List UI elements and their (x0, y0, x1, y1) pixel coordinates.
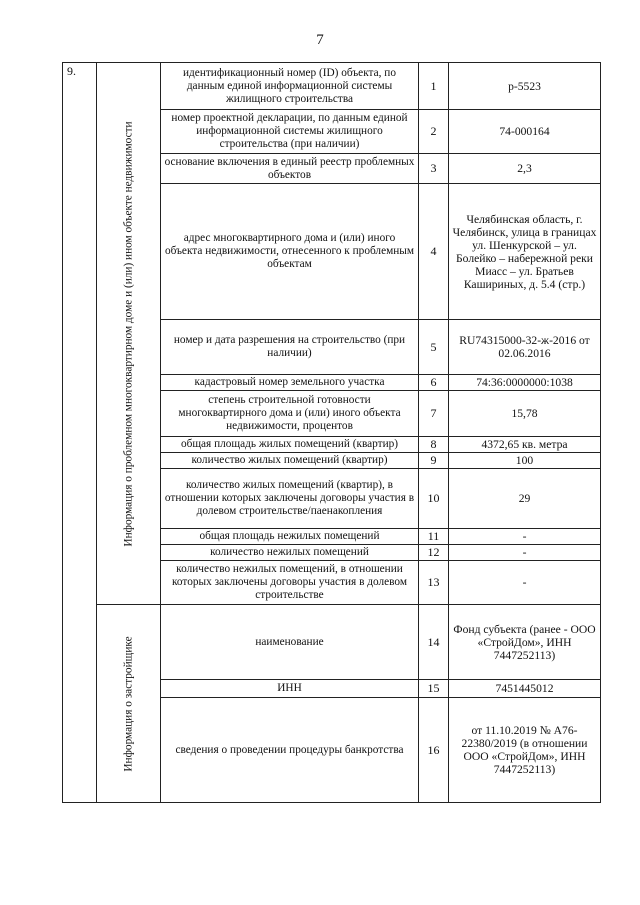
row-value: - (449, 545, 601, 561)
row-index: 5 (419, 320, 449, 375)
row-value: 74-000164 (449, 110, 601, 154)
section-developer-label: Информация о застройщике (122, 635, 134, 772)
row-label: адрес многоквартирного дома и (или) иного объекта недвижимости, отнесенного к проблемным объектам (161, 184, 419, 320)
section-developer-info (97, 605, 161, 803)
row-value: от 11.10.2019 № А76-22380/2019 (в отношении ООО «СтройДом», ИНН 7447252113) (449, 698, 601, 803)
row-index: 15 (419, 680, 449, 698)
row-label: общая площадь жилых помещений (квартир) (161, 437, 419, 453)
row-value: 15,78 (449, 391, 601, 437)
row-index: 2 (419, 110, 449, 154)
row-label: общая площадь нежилых помещений (161, 529, 419, 545)
row-label: наименование (161, 605, 419, 680)
row-index: 1 (419, 63, 449, 110)
section-object-label: Информация о проблемном многоквартирном доме и (или) ином объекте недвижимости (122, 120, 134, 547)
row-number: 9. (63, 63, 97, 803)
row-value: Фонд субъекта (ранее - ООО «СтройДом», ИНН 7447252113) (449, 605, 601, 680)
row-index: 11 (419, 529, 449, 545)
row-index: 3 (419, 154, 449, 184)
row-label: количество жилых помещений (квартир), в отношении которых заключены договоры участия в долевом строительстве/паенакопления (161, 469, 419, 529)
row-value: - (449, 529, 601, 545)
row-label: ИНН (161, 680, 419, 698)
row-label: основание включения в единый реестр проблемных объектов (161, 154, 419, 184)
row-label: номер проектной декларации, по данным единой информационной системы жилищного строительства (при наличии) (161, 110, 419, 154)
row-label: количество нежилых помещений, в отношении которых заключены договоры участия в долевом строительстве (161, 561, 419, 605)
row-value: 100 (449, 453, 601, 469)
row-index: 12 (419, 545, 449, 561)
row-value: 7451445012 (449, 680, 601, 698)
row-index: 7 (419, 391, 449, 437)
row-index: 16 (419, 698, 449, 803)
row-index: 10 (419, 469, 449, 529)
row-index: 14 (419, 605, 449, 680)
row-index: 6 (419, 375, 449, 391)
row-value: - (449, 561, 601, 605)
row-value: RU74315000-32-ж-2016 от 02.06.2016 (449, 320, 601, 375)
row-value: 2,3 (449, 154, 601, 184)
section-object-info (97, 63, 161, 605)
row-value: 4372,65 кв. метра (449, 437, 601, 453)
row-value: 74:36:0000000:1038 (449, 375, 601, 391)
row-value: р-5523 (449, 63, 601, 110)
row-label: количество жилых помещений (квартир) (161, 453, 419, 469)
table-row (63, 63, 601, 110)
row-index: 8 (419, 437, 449, 453)
row-index: 13 (419, 561, 449, 605)
row-label: номер и дата разрешения на строительство (при наличии) (161, 320, 419, 375)
row-index: 9 (419, 453, 449, 469)
row-label: степень строительной готовности многоквартирного дома и (или) иного объекта недвижимости, процентов (161, 391, 419, 437)
row-value: 29 (449, 469, 601, 529)
row-label: количество нежилых помещений (161, 545, 419, 561)
row-label: кадастровый номер земельного участка (161, 375, 419, 391)
row-index: 4 (419, 184, 449, 320)
row-label: идентификационный номер (ID) объекта, по данным единой информационной системы жилищного строительства (161, 63, 419, 110)
page-number: 7 (316, 32, 324, 48)
row-label: сведения о проведении процедуры банкротства (161, 698, 419, 803)
row-value: Челябинская область, г. Челябинск, улица в границах ул. Шенкурской – ул. Болейко – набережной реки Миасс – ул. Братьев Кашириных, д. 5.4 (стр.) (449, 184, 601, 320)
problem-object-table (62, 62, 601, 803)
table-row (63, 605, 601, 680)
